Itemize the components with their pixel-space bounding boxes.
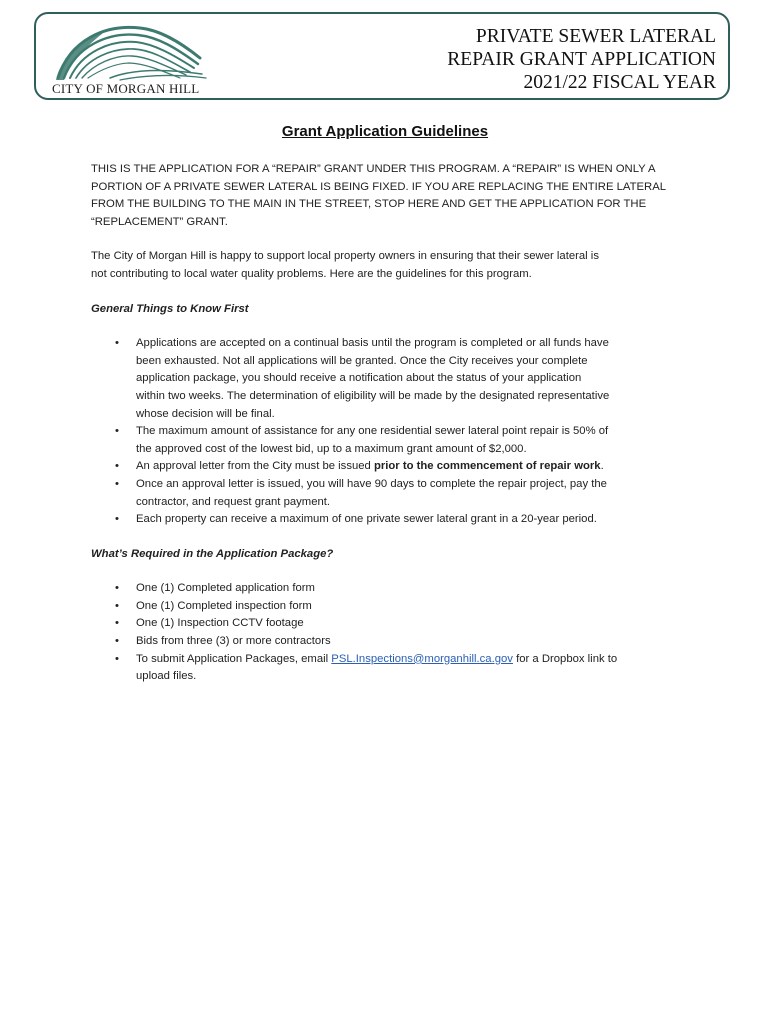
email-link[interactable]: PSL.Inspections@morganhill.ca.gov <box>331 652 513 665</box>
required-bullet-list <box>91 580 691 686</box>
support-paragraph <box>91 248 691 283</box>
text-line: PORTION OF A PRIVATE SEWER LATERAL IS BEING FIXED. IF YOU ARE REPLACING THE ENTIRE LATERAL <box>91 180 667 193</box>
hills-logo-icon <box>50 20 210 82</box>
text-line: FROM THE BUILDING TO THE MAIN IN THE STREET, STOP HERE AND GET THE APPLICATION FOR THE <box>91 198 647 211</box>
bullet-icon: • <box>115 599 119 612</box>
list-item <box>91 458 691 476</box>
list-item <box>91 423 691 458</box>
text-span: An approval letter from the City must be issued <box>136 460 374 473</box>
document-title <box>447 25 716 94</box>
text-line: whose decision will be final. <box>136 407 275 420</box>
text-span: . <box>600 460 604 473</box>
text-line <box>136 458 691 476</box>
title-line: PRIVATE SEWER LATERAL <box>475 26 716 47</box>
text-line: contractor, and request grant payment. <box>136 495 331 508</box>
bullet-icon: • <box>115 617 119 630</box>
list-item <box>91 615 691 633</box>
text-line: One (1) Completed application form <box>136 582 315 595</box>
logo-text: CITY OF MORGAN HILL <box>52 81 200 96</box>
bullet-icon: • <box>115 513 119 526</box>
intro-paragraph <box>91 161 691 231</box>
text-line: THIS IS THE APPLICATION FOR A “REPAIR” GRANT UNDER THIS PROGRAM. A “REPAIR” IS WHEN ONLY A <box>91 163 656 175</box>
text-line: application package, you should receive a notification about the status of your application <box>136 372 582 385</box>
text-line: The City of Morgan Hill is happy to support local property owners in ensuring that their sewer lateral is <box>91 250 599 263</box>
text-line: The maximum amount of assistance for any one residential sewer lateral point repair is 50% of <box>136 425 609 438</box>
title-line: 2021/22 FISCAL YEAR <box>523 72 716 93</box>
list-item <box>91 633 691 651</box>
text-line: One (1) Inspection CCTV footage <box>136 617 304 630</box>
document-body <box>91 161 691 686</box>
text-line: “REPLACEMENT” GRANT. <box>91 215 228 228</box>
text-span: To submit Application Packages, email <box>136 652 332 665</box>
text-line: Once an approval letter is issued, you will have 90 days to complete the repair project, pay the <box>136 477 607 490</box>
text-line: the approved cost of the lowest bid, up to a maximum grant amount of $2,000. <box>136 442 527 455</box>
text-line: upload files. <box>136 670 197 683</box>
header-box <box>34 12 730 100</box>
text-line: within two weeks. The determination of eligibility will be made by the designated representative <box>136 389 610 402</box>
general-bullet-list <box>91 335 691 529</box>
text-line: not contributing to local water quality problems. Here are the guidelines for this program. <box>91 267 532 280</box>
bullet-icon: • <box>115 582 119 595</box>
text-line: Each property can receive a maximum of one private sewer lateral grant in a 20-year period. <box>136 513 597 526</box>
bullet-icon: • <box>115 337 119 350</box>
bullet-icon: • <box>115 635 119 648</box>
bullet-icon: • <box>115 477 119 490</box>
list-item <box>91 580 691 598</box>
bullet-icon: • <box>115 652 119 665</box>
text-line: Applications are accepted on a continual basis until the program is completed or all funds have <box>136 337 609 350</box>
page-heading: Grant Application Guidelines <box>281 123 489 140</box>
list-item <box>91 598 691 616</box>
list-item <box>91 511 691 529</box>
text-line: been exhausted. Not all applications will be granted. Once the City receives your complete <box>136 354 588 367</box>
city-logo <box>50 20 210 96</box>
text-span: for a Dropbox link to <box>512 652 618 665</box>
list-item <box>91 335 691 423</box>
title-line: REPAIR GRANT APPLICATION <box>447 49 716 70</box>
list-item <box>91 651 691 686</box>
section-heading-required: What’s Required in the Application Package? <box>91 547 334 560</box>
text-line <box>136 651 691 669</box>
section-heading-general: General Things to Know First <box>91 302 249 315</box>
bullet-icon: • <box>115 425 119 438</box>
text-line: One (1) Completed inspection form <box>136 599 312 612</box>
emphasis-text: prior to the commencement of repair work <box>373 460 601 473</box>
text-line: Bids from three (3) or more contractors <box>136 635 331 648</box>
list-item <box>91 476 691 511</box>
bullet-icon: • <box>115 460 119 473</box>
